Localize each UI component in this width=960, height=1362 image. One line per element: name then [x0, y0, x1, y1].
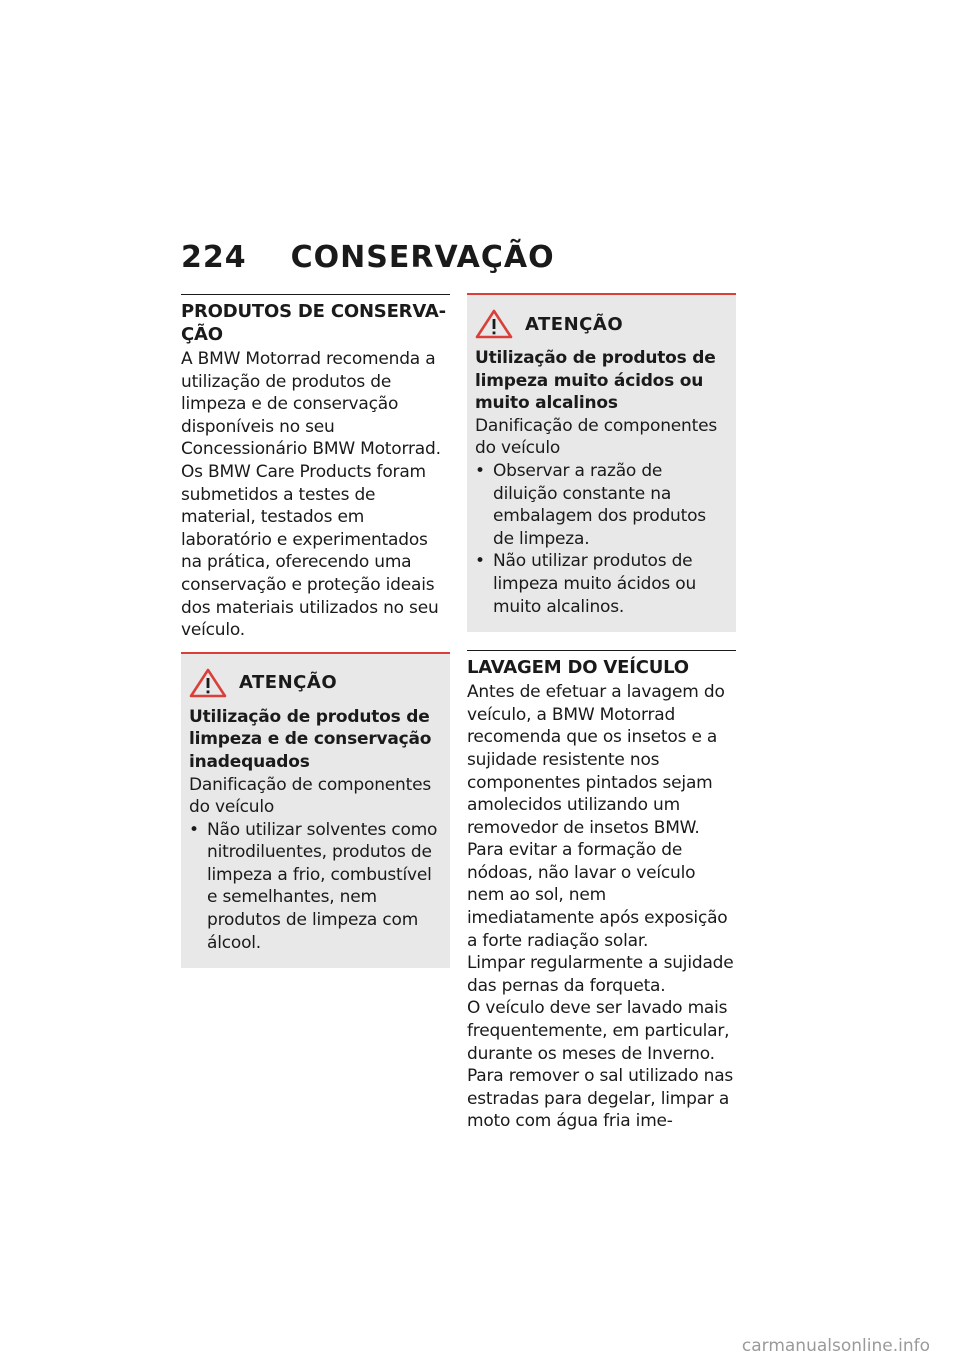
- warning-box: [467, 293, 736, 632]
- warning-triangle-icon: [189, 668, 227, 698]
- body-paragraph: A BMW Motorrad recomenda a utilização de produtos de limpeza e de conservação disponíveis no seu Concessionário BMW Motorrad. Os BMW Care Products foram submetidos a testes de material, testados em laboratório e experimentados na prática, oferecendo uma conservação e proteção ideais dos materiais utilizados no seu veículo.: [181, 349, 441, 641]
- warning-box: [181, 652, 450, 969]
- body-paragraph: O veículo deve ser lavado mais frequentemente, em particular, durante os meses de Inverno. Para remover o sal utilizado nas estradas para degelar, limpar a moto com água fria ime-: [467, 998, 734, 1132]
- warning-triangle-icon: [475, 309, 513, 339]
- body-text: [467, 681, 736, 1133]
- body-paragraph: Antes de efetuar a lavagem do veículo, a BMW Motorrad recomenda que os insetos e a sujidade resistente nos componentes pintados sejam amolecidos utilizando um removedor de insetos BMW.: [467, 682, 725, 838]
- warning-header: [189, 668, 442, 698]
- section-title-vehicle-washing: LAVAGEM DO VEÍCULO: [467, 657, 689, 679]
- page-number: 224: [181, 240, 247, 275]
- body-paragraph: Limpar regularmente a sujidade das pernas da forqueta.: [467, 953, 734, 996]
- chapter-title: CONSERVAÇÃO: [290, 240, 555, 275]
- page-header: [181, 240, 555, 275]
- warning-title: Utilização de produtos de limpeza muito ácidos ou muito alcalinos: [475, 348, 716, 414]
- warning-consequence: Danificação de componentes do veículo: [189, 774, 431, 818]
- section-divider: [467, 650, 736, 651]
- watermark: carmanualsonline.info: [741, 1336, 930, 1356]
- warning-bullet-list: [475, 460, 728, 618]
- section-title-conservation-products: PRODUTOS DE CONSERVA-ÇÃO: [181, 301, 446, 345]
- warning-title: Utilização de produtos de limpeza e de conservação inadequados: [189, 706, 432, 772]
- warning-consequence: Danificação de componentes do veículo: [475, 415, 717, 459]
- warning-label: ATENÇÃO: [525, 313, 624, 335]
- right-column: [467, 293, 736, 1133]
- warning-header: [475, 309, 728, 339]
- body-paragraph: Para evitar a formação de nódoas, não lavar o veículo nem ao sol, nem imediatamente após exposição a forte radiação solar.: [467, 840, 728, 951]
- warning-bullet: • Não utilizar solventes como nitrodiluentes, produtos de limpeza a frio, combustível e semelhantes, nem produtos de limpeza com álcool.: [189, 819, 442, 955]
- warning-bullet-list: [189, 819, 442, 955]
- warning-bullet: • Observar a razão de diluição constante na embalagem dos produtos de limpeza.: [475, 460, 728, 550]
- warning-bullet: • Não utilizar produtos de limpeza muito ácidos ou muito alcalinos.: [475, 550, 728, 618]
- warning-label: ATENÇÃO: [239, 672, 338, 694]
- section-divider: [181, 294, 450, 295]
- left-column: [181, 294, 450, 968]
